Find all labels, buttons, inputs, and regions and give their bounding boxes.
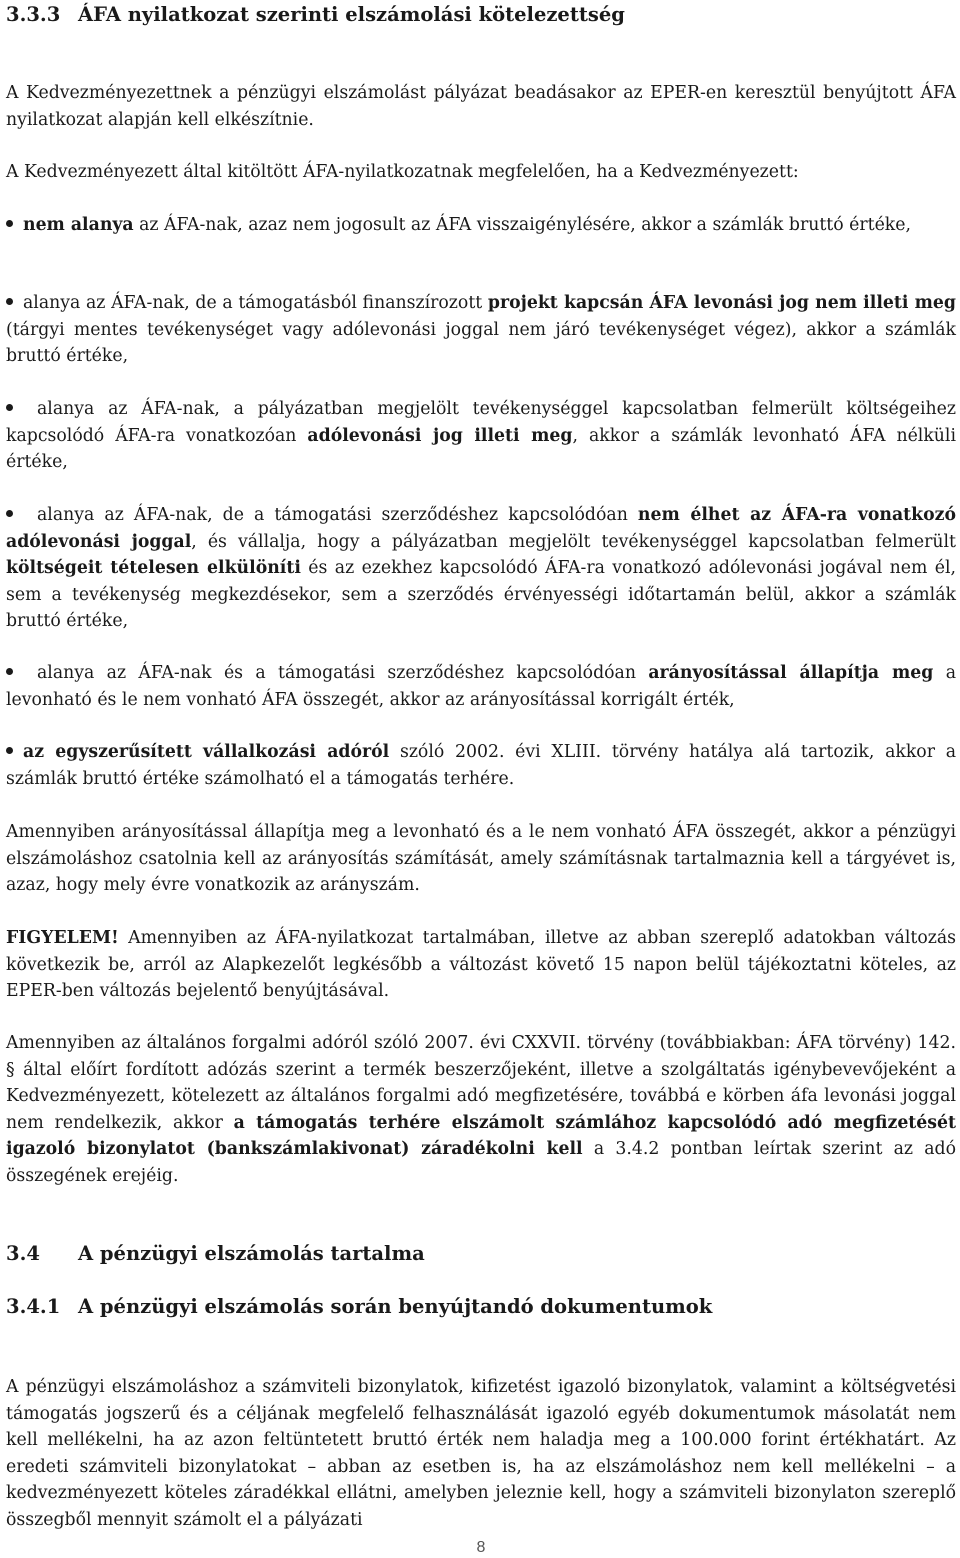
bullet-icon xyxy=(6,668,13,675)
list-item-eva: az egyszerűsített vállalkozási adóról szóló 2002. évi XLIII. törvény hatálya alá tartozik, akkor a számlák bruttó értéke számolható el a támogatás terhére. xyxy=(6,742,956,789)
bullet-icon xyxy=(6,298,13,305)
bullet-icon xyxy=(6,404,13,411)
section-title: A pénzügyi elszámolás során benyújtandó dokumentumok xyxy=(78,1295,713,1318)
figyelem-paragraph: FIGYELEM! Amennyiben az ÁFA-nyilatkozat tartalmában, illetve az abban szereplő adatokban változás következik be, arról az Alapkezelőt legkésőbb a változást követő 15 napon belül tájékoztatni köteles, az EPER-ben változás bejelentő benyújtásával. xyxy=(6,928,956,1001)
section-number: 3.4 xyxy=(6,1242,40,1265)
section-number: 3.4.1 xyxy=(6,1295,61,1318)
document-page xyxy=(6,0,956,1558)
page-number: 8 xyxy=(476,1539,486,1556)
aranyositas-paragraph: Amennyiben arányosítással állapítja meg a levonható és a le nem vonható ÁFA összegét, akkor a pénzügyi elszámoláshoz csatolnia kell az arányosítás számítását, amely számításnak tartalmaznia kell a tárgyévet is, azaz, hogy mely évre vonatkozik az arányszám. xyxy=(6,822,956,895)
list-item-alanya-adolevonasi-jog: alanya az ÁFA-nak, a pályázatban megjelölt tevékenységgel kapcsolatban felmerült költségeihez kapcsolódó ÁFA-ra vonatkozóan adólevonási jog illeti meg, akkor a számlák levonható ÁFA nélküli értéke, xyxy=(6,399,956,472)
list-item-nem-alanya: nem alanya az ÁFA-nak, azaz nem jogosult az ÁFA visszaigénylésére, akkor a számlák bruttó értéke, xyxy=(6,212,956,239)
section-heading-3-3-3 xyxy=(6,2,625,28)
afa-torveny-paragraph: Amennyiben az általános forgalmi adóról szóló 2007. évi CXXVII. törvény (továbbiakban: ÁFA törvény) 142. § által előírt fordított adózás szerint a termék beszerzőjeként, illetve a szolgáltatás igénybevevőjeként a Kedvezményezett, kötelezett az általános forgalmi adó megfizetésére, továbbá e körben áfa levonási joggal nem rendelkezik, akkor a támogatás terhére elszámolt számlához kapcsolódó adó megfizetését igazoló bizonylatot (bankszámlakivonat) záradékolni kell a 3.4.2 pontban leírtak szerint az adó összegének erejéig. xyxy=(6,1033,957,1186)
lead-paragraph: A Kedvezményezett által kitöltött ÁFA-nyilatkozatnak megfelelően, ha a Kedvezményezett: xyxy=(6,162,799,182)
intro-paragraph: A Kedvezményezettnek a pénzügyi elszámolást pályázat beadásakor az EPER-en keresztül benyújtott ÁFA nyilatkozat alapján kell elkészítnie. xyxy=(6,83,956,130)
bullet-icon xyxy=(6,220,13,227)
list-item-aranyositas: alanya az ÁFA-nak és a támogatási szerződéshez kapcsolódóan arányosítással állapítja meg a levonható és le nem vonható ÁFA összegét, akkor az arányosítással korrigált érték, xyxy=(6,663,957,710)
section-heading-3-4-1 xyxy=(6,1294,712,1320)
section-title: A pénzügyi elszámolás tartalma xyxy=(78,1242,425,1265)
bullet-icon xyxy=(6,747,13,754)
list-item-alanya-nem-elhet: alanya az ÁFA-nak, de a támogatási szerződéshez kapcsolódóan nem élhet az ÁFA-ra vonatkozó adólevonási joggal, és vállalja, hogy a pályázatban megjelölt tevékenységgel kapcsolatban felmerült költségeit tételesen elkülöníti és az ezekhez kapcsolódó ÁFA-ra vonatkozó adólevonási jogával nem él, sem a tevékenység megkezdésekor, sem a szerződés érvényességi időtartamán belül, akkor a számlák bruttó értéke, xyxy=(6,505,957,631)
dokumentumok-paragraph: A pénzügyi elszámoláshoz a számviteli bizonylatok, kifizetést igazoló bizonylatok, valamint a költségvetési támogatás jogszerű és a céljának megfelelő felhasználását igazoló egyéb dokumentumok másolatát nem kell mellékelni, ha az azon feltüntetett bruttó érték nem haladja meg a 100.000 forint értékhatárt. Az eredeti számviteli bizonylatokat – abban az esetben is, ha az elszámoláshoz nem kell mellékelni – a kedvezményezett köteles záradékkal ellátni, amelyben jeleznie kell, hogy a számviteli bizonylaton szereplő összegből mennyit számolt el a pályázati xyxy=(6,1377,956,1530)
section-number: 3.3.3 xyxy=(6,3,61,26)
figyelem-label: FIGYELEM! xyxy=(6,928,119,948)
list-item-alanya-projekt: alanya az ÁFA-nak, de a támogatásból finanszírozott projekt kapcsán ÁFA levonási jog nem illeti meg (tárgyi mentes tevékenységet vagy adólevonási joggal nem járó tevékenységet végez), akkor a számlák bruttó értéke, xyxy=(6,293,956,366)
bullet-icon xyxy=(6,510,13,517)
section-heading-3-4 xyxy=(6,1241,425,1267)
section-title: ÁFA nyilatkozat szerinti elszámolási kötelezettség xyxy=(78,3,625,26)
